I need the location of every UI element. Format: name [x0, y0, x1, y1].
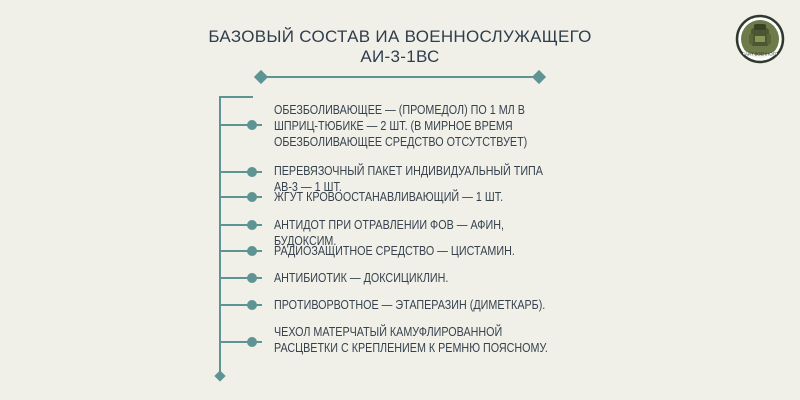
- logo-caption: САЙТ ВОЕННОГО: [742, 51, 778, 57]
- list-item-3: ЖГУТ КРОВООСТАНАВЛИВАЮЩИЙ — 1 ШТ.: [274, 190, 504, 204]
- branch-dot-4: [247, 220, 257, 230]
- list-item-6: АНТИБИОТИК — ДОКСИЦИКЛИН.: [274, 271, 449, 285]
- branch-dot-1: [247, 120, 257, 130]
- list-item-4: АНТИДОТ ПРИ ОТРАВЛЕНИИ ФОВ — АФИН, БУДОКСИМ.: [274, 218, 504, 248]
- title-rule-right-diamond: [532, 70, 546, 84]
- branch-dot-3: [247, 192, 257, 202]
- title-rule-left-diamond: [254, 70, 268, 84]
- branch-dot-6: [247, 273, 257, 283]
- branch-dot-5: [247, 246, 257, 256]
- branch-dot-7: [247, 300, 257, 310]
- title-line-2: АИ-3-1ВС: [360, 47, 440, 66]
- branch-dot-8: [247, 337, 257, 347]
- title-line-1: БАЗОВЫЙ СОСТАВ ИА ВОЕННОСЛУЖАЩЕГО: [208, 27, 592, 46]
- list-item-5: РАДИОЗАЩИТНОЕ СРЕДСТВО — ЦИСТАМИН.: [274, 244, 515, 258]
- list-item-2: ПЕРЕВЯЗОЧНЫЙ ПАКЕТ ИНДИВИДУАЛЬНЫЙ ТИПА АВ-3 — 1 ШТ.: [274, 164, 543, 194]
- military-kit-logo-icon: [735, 14, 785, 64]
- list-item-8: ЧЕХОЛ МАТЕРЧАТЫЙ КАМУФЛИРОВАННОЙ РАСЦВЕТКИ С КРЕПЛЕНИЕМ К РЕМНЮ ПОЯСНОМУ.: [274, 325, 548, 355]
- branch-dot-2: [247, 167, 257, 177]
- spine-bottom-diamond: [214, 370, 225, 381]
- list-item-7: ПРОТИВОРВОТНОЕ — ЭТАПЕРАЗИН (ДИМЕТКАРБ).: [274, 298, 546, 312]
- list-item-1: ОБЕЗБОЛИВАЮЩЕЕ — (ПРОМЕДОЛ) ПО 1 МЛ В ШПРИЦ-ТЮБИКЕ — 2 ШТ. (В МИРНОЕ ВРЕМЯ ОБЕЗБОЛИВАЮЩЕЕ СРЕДСТВО ОТСУТСТВУЕТ): [274, 103, 528, 149]
